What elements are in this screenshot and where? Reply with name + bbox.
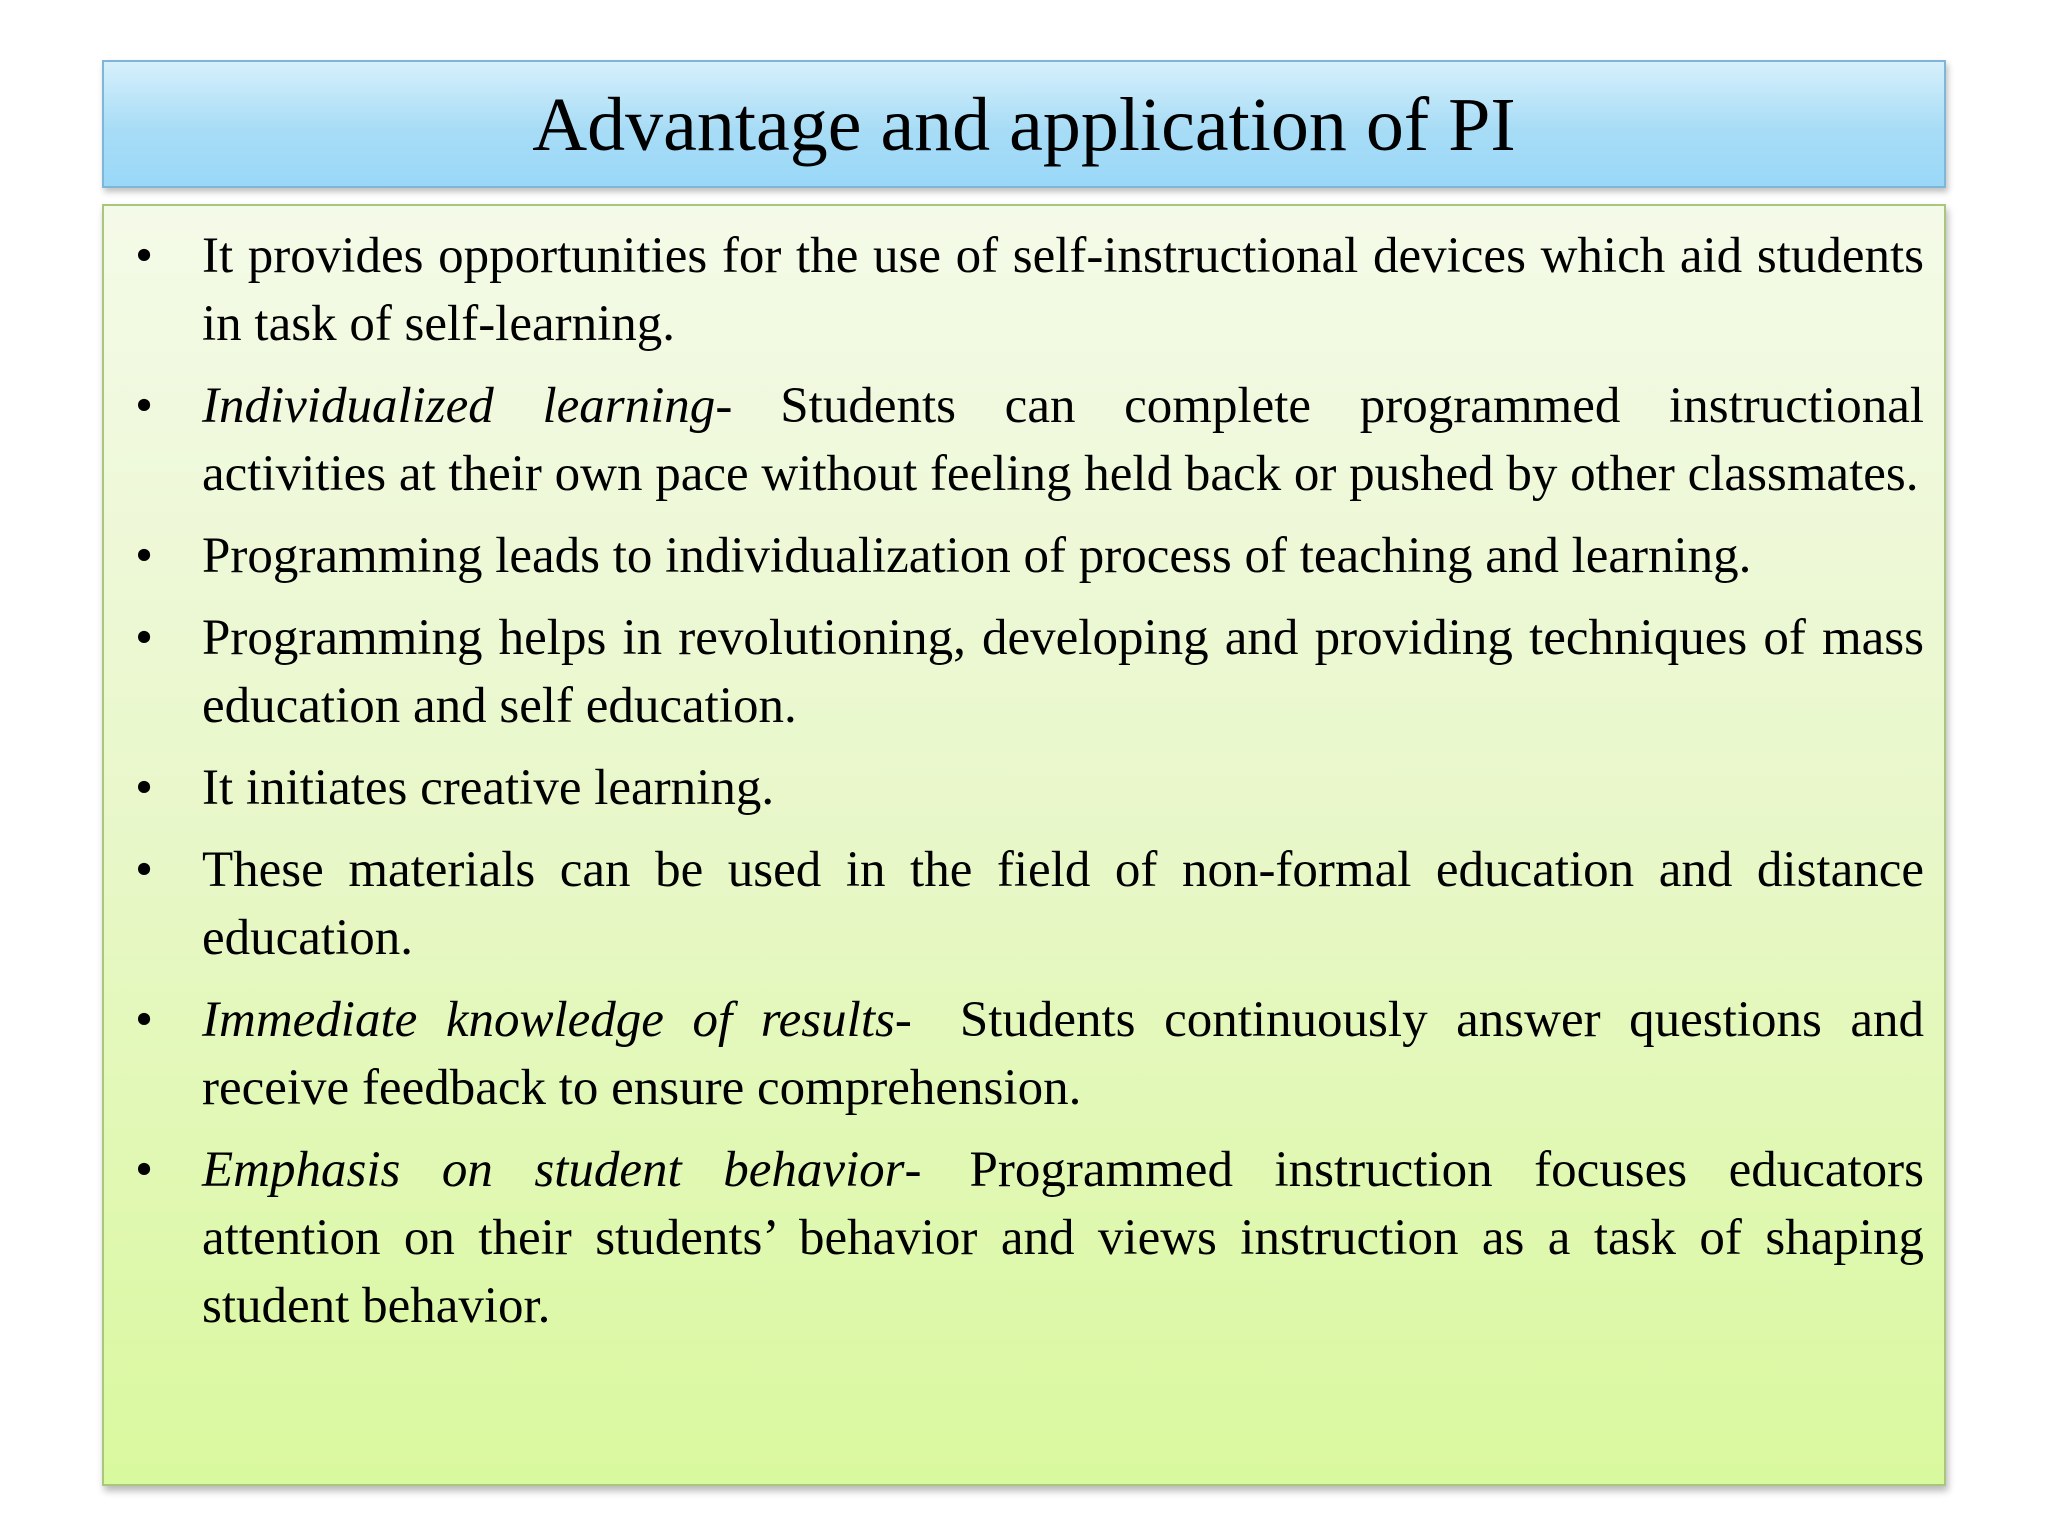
bullet-icon: • bbox=[135, 378, 153, 434]
bullet-icon: • bbox=[135, 992, 153, 1048]
bullet-list bbox=[104, 222, 1944, 1354]
item-text: It provides opportunities for the use of self-instructional devices which aid students in task of self-learning. bbox=[202, 228, 1924, 352]
content-panel bbox=[102, 204, 1946, 1486]
item-separator: - bbox=[715, 378, 733, 434]
list-item bbox=[104, 222, 1944, 358]
item-text: Students can complete programmed instructional activities at their own pace without feeling held back or pushed by other classmates. bbox=[202, 378, 1925, 502]
bullet-icon: • bbox=[135, 842, 153, 898]
bullet-icon: • bbox=[135, 528, 153, 584]
bullet-icon: • bbox=[135, 1142, 153, 1198]
item-text: Programmed instruction focuses educators attention on their students’ behavior and views instruction as a task of shaping student behavior. bbox=[202, 1142, 1924, 1334]
list-item bbox=[104, 836, 1944, 972]
list-item bbox=[104, 604, 1944, 740]
list-item bbox=[104, 372, 1944, 508]
item-text: It initiates creative learning. bbox=[202, 760, 775, 816]
item-text: Programming helps in revolutioning, developing and providing techniques of mass education and self education. bbox=[202, 610, 1924, 734]
list-item bbox=[104, 986, 1944, 1122]
list-item bbox=[104, 1136, 1944, 1340]
item-text: Students continuously answer questions and receive feedback to ensure comprehension. bbox=[202, 992, 1924, 1116]
bullet-icon: • bbox=[135, 228, 153, 284]
list-item bbox=[104, 522, 1944, 590]
item-text: Programming leads to individualization of process of teaching and learning. bbox=[202, 528, 1752, 584]
item-separator: - bbox=[904, 1142, 922, 1198]
item-lead: Emphasis on student behavior bbox=[202, 1142, 905, 1198]
item-lead: Individualized learning bbox=[202, 378, 716, 434]
title-banner bbox=[102, 60, 1946, 188]
item-separator: - bbox=[894, 992, 912, 1048]
bullet-icon: • bbox=[135, 610, 153, 666]
slide-title: Advantage and application of PI bbox=[532, 83, 1516, 167]
bullet-icon: • bbox=[135, 760, 153, 816]
list-item bbox=[104, 754, 1944, 822]
item-text: These materials can be used in the field of non-formal education and distance education. bbox=[202, 842, 1924, 966]
item-lead: Immediate knowledge of results bbox=[202, 992, 895, 1048]
